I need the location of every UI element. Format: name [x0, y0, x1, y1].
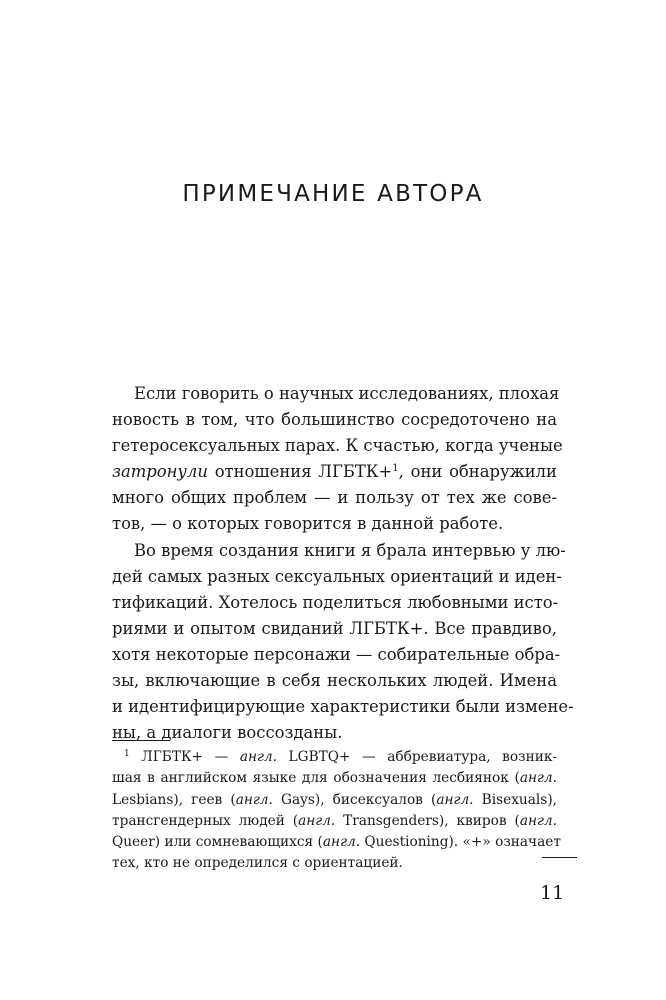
paragraph-line: Во время создания книги я брала интервью у лю- — [134, 540, 566, 560]
footnote-line: тех, кто не определился с ориентацией. — [112, 855, 403, 872]
italic-word: англ. — [235, 791, 273, 808]
page-title: ПРИМЕЧАНИЕ АВТОРА — [182, 181, 484, 207]
paragraph-line: хотя некоторые персонажи — собирательные обра- — [112, 644, 561, 664]
paragraph-line: новость в том, что большинство сосредоточено на — [112, 410, 557, 430]
paragraph-line: тов, — о которых говорится в данной работе. — [112, 514, 504, 534]
footnote-line — [112, 768, 557, 789]
paragraph-line: много общих проблем — и пользу от тех же сове- — [112, 488, 557, 508]
text-fragment: Transgenders), квиров ( — [335, 812, 520, 829]
footnote-line — [112, 832, 561, 853]
text-fragment: трансгендерных людей ( — [112, 812, 299, 829]
text-fragment: , они обнаружили — [398, 462, 557, 482]
paragraph-line: тификаций. Хотелось поделиться любовными исто- — [112, 592, 559, 612]
page-number: 11 — [540, 882, 565, 904]
footnote-line — [112, 811, 557, 832]
text-fragment: Queer) или сомневающихся ( — [112, 834, 323, 851]
italic-word: англ. — [519, 770, 557, 787]
text-fragment: отношения ЛГБТК+ — [214, 462, 393, 482]
text-fragment: ЛГБТК+ — — [141, 749, 240, 765]
text-fragment: Bisexuals), — [473, 791, 558, 808]
paragraph-line: ны, а диалоги воссозданы. — [112, 723, 343, 743]
paragraph-line: дей самых разных сексуальных ориентаций и иден- — [112, 566, 562, 586]
main-text — [112, 381, 574, 746]
italic-word: англ. — [436, 791, 474, 808]
paragraph-line: гетеросексуальных парах. К счастью, когда ученые — [112, 436, 563, 456]
paragraph-line: и идентифицирующие характеристики были измене- — [112, 697, 574, 717]
footnote-line — [112, 747, 557, 768]
paragraph-line: Если говорить о научных исследованиях, плохая — [134, 384, 560, 403]
footnote-marker: 1 — [124, 749, 130, 759]
text-fragment: Gays), бисексуалов ( — [272, 791, 437, 808]
italic-word: англ. — [322, 834, 361, 851]
paragraph-line: риями и опытом свиданий ЛГБТК+. Все правдиво, — [112, 618, 557, 638]
footnote-reference: 1 — [392, 463, 399, 475]
page-number-rule — [542, 857, 577, 858]
paragraph-line: зы, включающие в себя нескольких людей. Имена — [112, 671, 557, 691]
footnote — [112, 747, 561, 875]
italic-word: англ. — [239, 749, 277, 765]
footnote-separator — [112, 740, 170, 741]
italic-word: англ. — [298, 812, 336, 829]
text-fragment: LGBTQ+ — аббревиатура, возник- — [277, 749, 558, 765]
text-fragment: Questioning). «+» означает — [360, 834, 561, 851]
italic-word: англ. — [519, 812, 557, 829]
text-fragment: шая в английском языке для обозначения лесбиянок ( — [112, 770, 520, 787]
paragraph-line — [112, 459, 557, 485]
italic-word: затронули — [112, 462, 208, 482]
footnote-line — [112, 790, 557, 811]
text-fragment: Lesbians), геев ( — [112, 791, 236, 808]
